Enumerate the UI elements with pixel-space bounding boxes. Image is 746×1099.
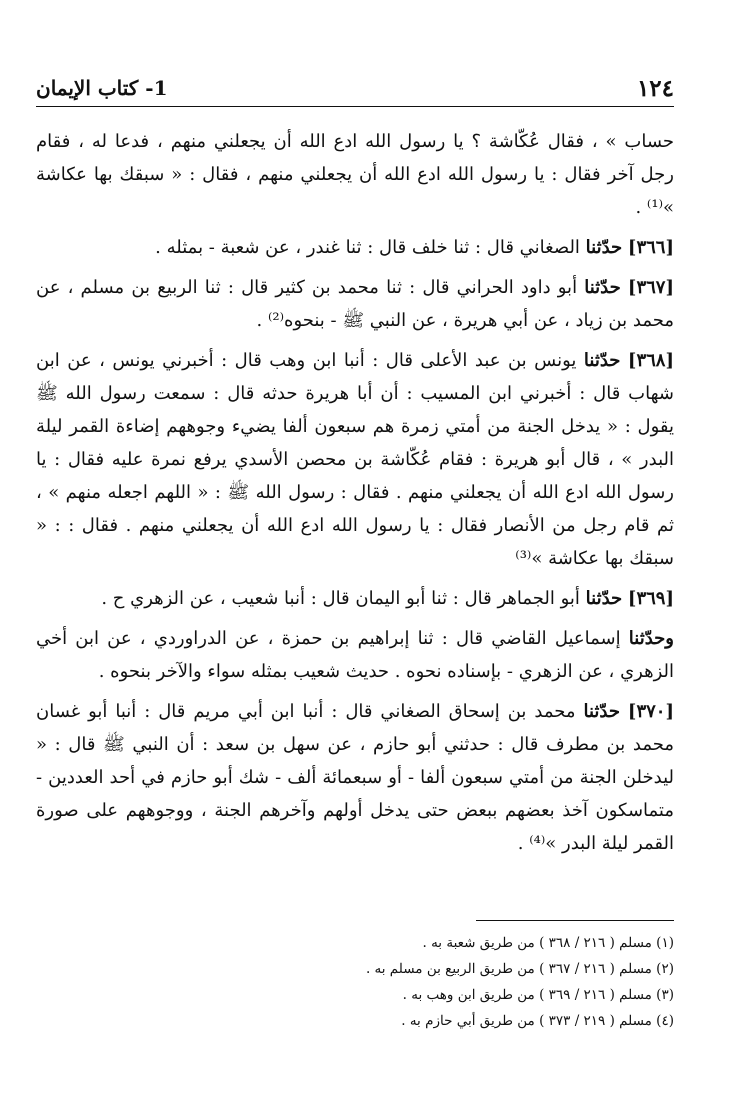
hadith-368 (36, 344, 674, 575)
hadith-text: أبو داود الحراني قال : ثنا محمد بن كثير قال : ثنا الربيع بن مسلم ، عن محمد بن زياد ، عن أبي هريرة ، عن النبي ﷺ - بنحوه⁽²⁾ . (36, 277, 674, 331)
hadith-370 (36, 695, 674, 860)
hadith-lead: حدّثنا (583, 350, 621, 371)
hadith-text: أبو الجماهر قال : ثنا أبو اليمان قال : أنبا شعيب ، عن الزهري ح . (101, 588, 580, 609)
hadith-lead: حدّثنا (585, 237, 623, 258)
hadith-lead: حدّثنا (584, 277, 621, 298)
hadith-lead: حدّثنا (583, 701, 620, 722)
hadith-number: [٣٧٠] (627, 701, 674, 722)
hadith-number: [٣٦٧] (627, 277, 674, 298)
hadith-369-second-chain (36, 622, 674, 688)
hadith-lead: وحدّثنا (628, 628, 674, 649)
hadith-number: [٣٦٦] (627, 237, 674, 258)
main-text (36, 125, 674, 867)
footnote-4: (٤) مسلم ( ٢١٩ / ٣٧٣ ) من طريق أبي حازم به . (401, 1013, 674, 1029)
paragraph-continuation (36, 125, 674, 224)
hadith-text: محمد بن إسحاق الصغاني قال : أنبا ابن أبي مريم قال : أنبا أبو غسان محمد بن مطرف قال : حدثني أبو حازم ، عن سهل بن سعد : أن النبي ﷺ قال : « ليدخلن الجنة من أمتي سبعون ألفا - أو سبعمائة ألف - شك أبو حازم في أحد العددين - متماسكون آخذ بعضهم ببعض حتى يدخل أولهم وآخرهم الجنة ، ووجوههم على صورة القمر ليلة البدر »⁽⁴⁾ . (36, 701, 674, 854)
hadith-number: [٣٦٨] (627, 350, 674, 371)
hadith-lead: حدّثنا (585, 588, 623, 609)
hadith-367 (36, 271, 674, 337)
footnote-3: (٣) مسلم ( ٢١٦ / ٣٦٩ ) من طريق ابن وهب به . (402, 987, 674, 1003)
page-header (36, 70, 674, 107)
footnote-1: (١) مسلم ( ٢١٦ / ٣٦٨ ) من طريق شعبة به . (422, 935, 674, 951)
hadith-number: [٣٦٩] (627, 588, 674, 609)
footnotes (36, 930, 674, 1034)
hadith-text: الصغاني قال : ثنا خلف قال : ثنا غندر ، عن شعبة - بمثله . (155, 237, 580, 258)
page-number: ١٢٤ (636, 74, 674, 102)
hadith-text: يونس بن عبد الأعلى قال : أنبا ابن وهب قال : أخبرني يونس ، عن ابن شهاب قال : أخبرني ابن المسيب : أن أبا هريرة حدثه قال : سمعت رسول الله ﷺ يقول : « يدخل الجنة من أمتي زمرة هم سبعون ألفا يضيء وجوههم إضاءة القمر ليلة البدر » ، قال أبو هريرة : فقام عُكّاشة بن محصن الأسدي يرفع نمرة عليه فقال : يا رسول الله ادع الله أن يجعلني منهم . فقال : رسول الله ﷺ : « اللهم اجعله منهم » ، ثم قام رجل من الأنصار فقال : يا رسول الله ادع الله أن يجعلني منهم . فقال : : « سبقك بها عكاشة »⁽³⁾ (36, 350, 674, 569)
hadith-366 (36, 231, 674, 264)
hadith-369 (36, 582, 674, 615)
paragraph-text: حساب » ، فقال عُكّاشة ؟ يا رسول الله ادع الله أن يجعلني منهم ، فدعا له ، فقام رجل آخر فقال : يا رسول الله ادع الله أن يجعلني منهم ، فقال : « سبقك بها عكاشة »⁽¹⁾ . (36, 131, 674, 218)
chapter-title: 1- كتاب الإيمان (36, 76, 168, 100)
hadith-text: إسماعيل القاضي قال : ثنا إبراهيم بن حمزة ، عن الدراوردي ، عن ابن أخي الزهري ، عن الزهري - بإسناده نحوه . حديث شعيب بمثله سواء والآخر بنحوه . (36, 628, 674, 682)
footnote-divider (476, 920, 674, 921)
footnote-2: (٢) مسلم ( ٢١٦ / ٣٦٧ ) من طريق الربيع بن مسلم به . (365, 961, 674, 977)
